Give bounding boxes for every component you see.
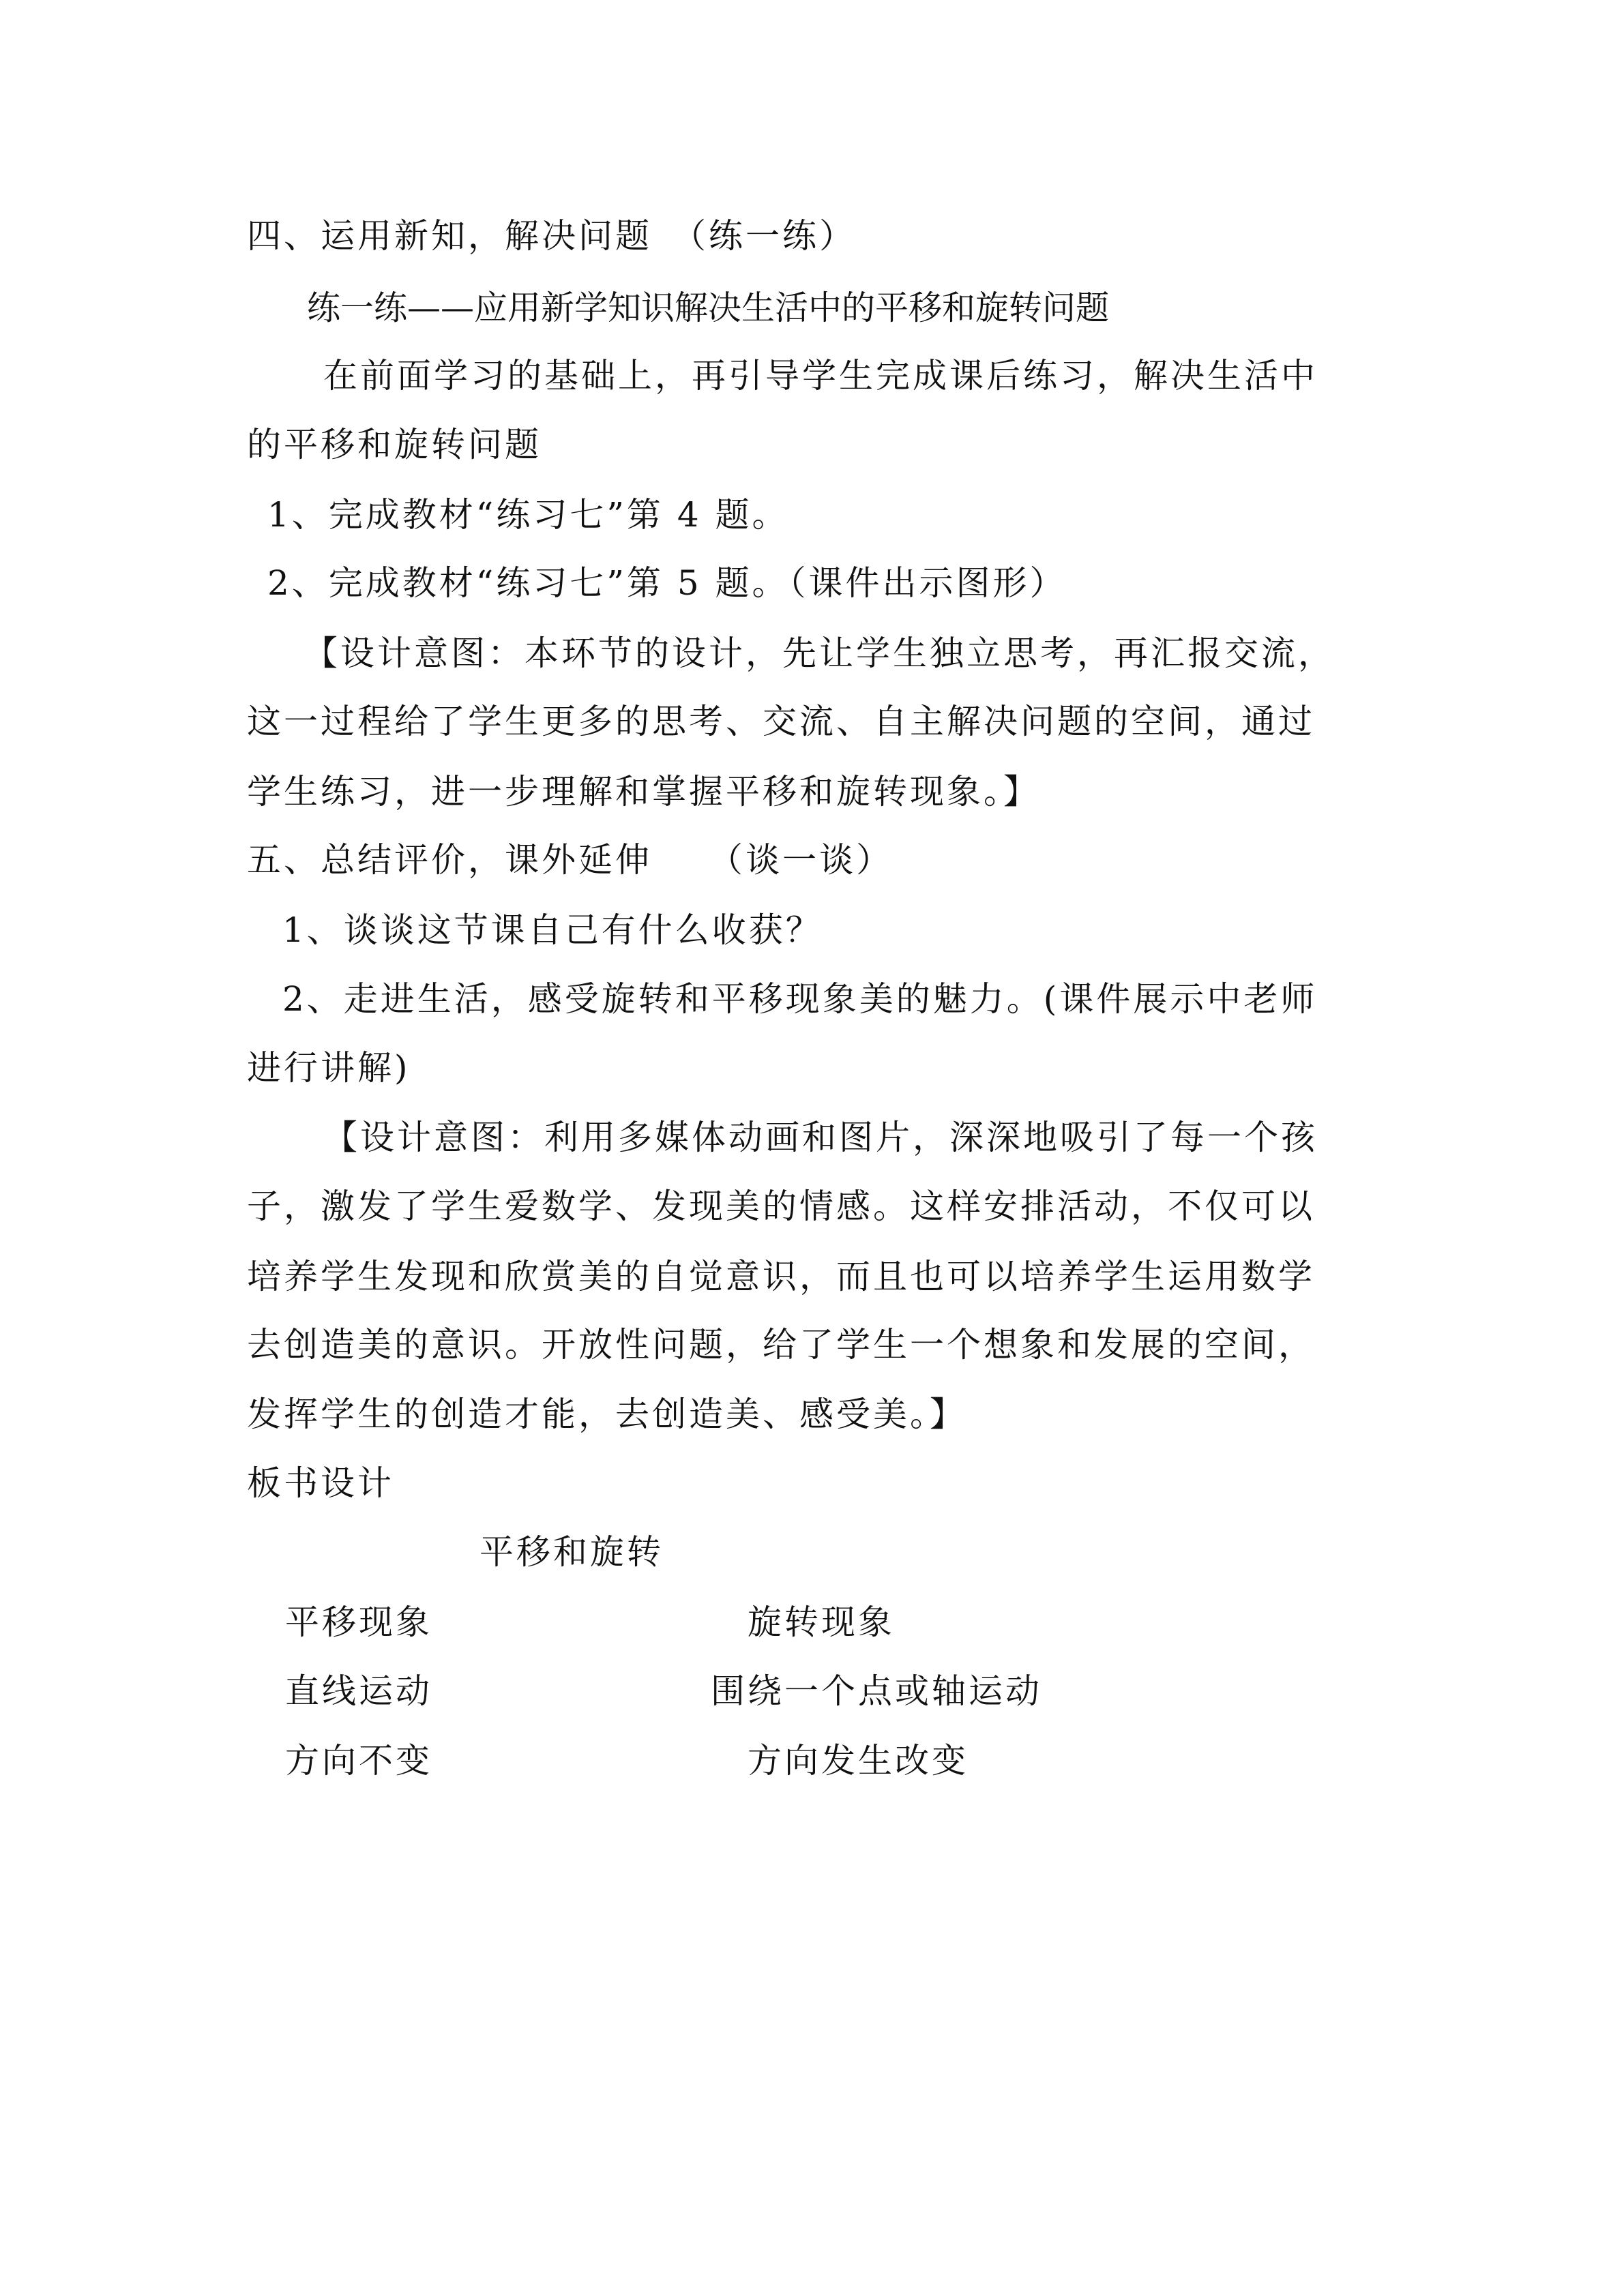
- board-title: 平移和旋转: [479, 1532, 664, 1572]
- section-five-item-2-line-2: 进行讲解): [247, 1048, 411, 1088]
- section-four-design-line-2: 这一过程给了学生更多的思考、交流、自主解决问题的空间，通过: [247, 702, 1315, 741]
- board-right-row-2: 围绕一个点或轴运动: [711, 1671, 1042, 1711]
- section-five-item-1: 1、谈谈这节课自己有什么收获？: [282, 910, 823, 950]
- section-four-item-2: 2、完成教材“练习七”第 5 题。（课件出示图形）: [267, 563, 1067, 603]
- section-five-design-line-3: 培养学生发现和欣赏美的自觉意识，而且也可以培养学生运用数学: [247, 1257, 1315, 1296]
- section-four-heading: 四、运用新知，解决问题 （练一练）: [247, 216, 856, 256]
- section-five-design-line-2: 子，激发了学生爱数学、发现美的情感。这样安排活动，不仅可以: [247, 1187, 1315, 1226]
- section-five-design-line-4: 去创造美的意识。开放性问题，给了学生一个想象和发展的空间，: [247, 1325, 1315, 1365]
- section-four-intro-line-1: 在前面学习的基础上，再引导学生完成课后练习，解决生活中: [323, 356, 1318, 396]
- section-five-design-line-5: 发挥学生的创造才能，去创造美、感受美。】: [247, 1395, 966, 1434]
- section-five-item-2-line-1: 2、走进生活，感受旋转和平移现象美的魅力。(课件展示中老师: [282, 979, 1318, 1019]
- section-five-heading: 五、总结评价，课外延伸 （谈一谈）: [247, 840, 893, 880]
- section-four-design-line-3: 学生练习，进一步理解和掌握平移和旋转现象。】: [247, 772, 1040, 811]
- board-right-row-3: 方向发生改变: [748, 1741, 969, 1780]
- section-four-design-line-1: 【设计意图：本环节的设计，先让学生独立思考，再汇报交流，: [304, 633, 1335, 673]
- board-left-row-1: 平移现象: [285, 1602, 432, 1642]
- section-four-item-1: 1、完成教材“练习七”第 4 题。: [267, 495, 789, 535]
- section-five-design-line-1: 【设计意图：利用多媒体动画和图片，深深地吸引了每一个孩: [323, 1118, 1318, 1157]
- section-four-intro-line-2: 的平移和旋转问题: [247, 425, 542, 464]
- board-left-row-3: 方向不变: [285, 1741, 432, 1780]
- board-left-row-2: 直线运动: [285, 1671, 432, 1711]
- section-four-subtitle: 练一练——应用新学知识解决生活中的平移和旋转问题: [307, 288, 1110, 327]
- board-right-row-1: 旋转现象: [748, 1602, 895, 1642]
- board-heading: 板书设计: [247, 1463, 394, 1503]
